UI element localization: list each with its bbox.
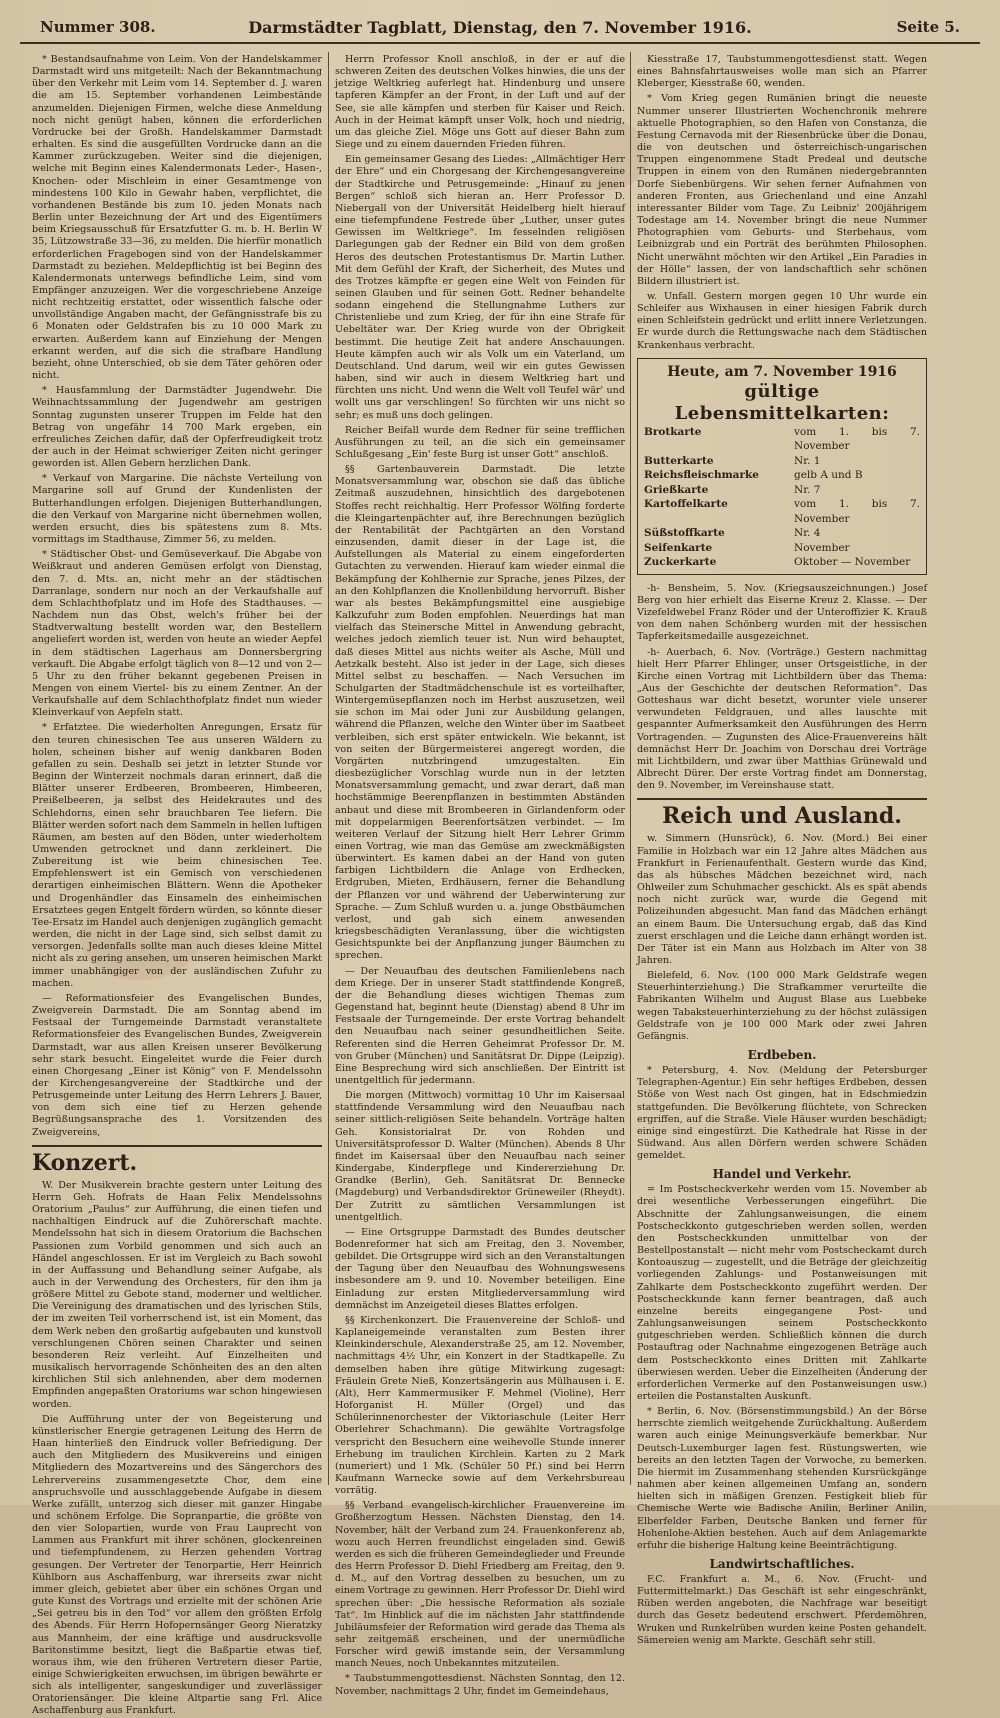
- ration-card-validity: Nr. 7: [794, 483, 821, 496]
- ration-row: [644, 483, 920, 498]
- ration-card-name: Zuckerkarte: [644, 556, 717, 569]
- article-unfall: w. Unfall. Gestern morgen gegen 10 Uhr wurde ein Schleifer aus Wixhausen in einer hiesigen Fabrik durch einen Schleifstein gedrückt und erlitt innere Verletzungen. Er wurde durch die Rettungswache nach dem Städtischen Krankenhaus verbracht.: [637, 290, 927, 351]
- page-number: Seite 5.: [896, 18, 960, 36]
- column-3: [637, 54, 927, 1646]
- masthead: Darmstädter Tagblatt, Dienstag, den 7. November 1916.: [248, 18, 752, 37]
- ration-card-validity: vom 1. bis 7. November: [794, 425, 920, 453]
- ration-card-name: Kartoffelkarte: [644, 498, 728, 511]
- section-title-landwirtschaft: Landwirtschaftliches.: [709, 1557, 855, 1571]
- ration-card-validity: Nr. 4: [794, 527, 821, 540]
- ration-card-name: Süßstoffkarte: [644, 527, 725, 540]
- ration-card-validity: Nr. 1: [794, 454, 821, 467]
- ration-row: [644, 497, 920, 526]
- article-margarine: * Verkauf von Margarine. Die nächste Verteilung von Margarine soll auf Grund der Kundenlisten der Butterhandlungen erfolgen. Diejenigen Butterhandlungen, die den Verkauf von Margarine nicht übernehmen wollen, werden ersucht, dies bis spätestens zum 8. Mts. vormittags im Stadthause, Zimmer 56, zu melden.: [32, 473, 322, 546]
- article-rumaenien: * Vom Krieg gegen Rumänien bringt die neueste Nummer unserer Illustrierten Wochenchronik mehrere aktuelle Photographien, so den Hafen von Constanza, die Festung Cernavoda mit der Riesenbrücke über die Donau, die von deutschen und österreichisch-ungarischen Truppen eingenommene Stadt Predeal und deutsche Truppen in einem von den Rumänen niedergebrannten Dorfe Siebenbürgens. Wir sehen ferner Aufnahmen von anderen Fronten, aus Griechenland und eine Anzahl interessanter Bilder vom Tage. Zu Leibniz' 200jährigem Todestage am 14. November bringt die neue Nummer Photographien vom Geburts- und Sterbehaus, vom Leibnizgrab und ein Porträt des berühmten Philosophen. Nicht unerwähnt möchten wir den Artikel „Ein Paradies in der Hölle“ lassen, der von landschaftlich sehr schönen Bildern illustriert ist.: [637, 93, 927, 287]
- article-reformation-cont: Herrn Professor Knoll anschloß, in der er auf die schweren Zeiten des deutschen Volkes hinwies, die uns der jetzige Weltkrieg auferlegt hat. Hindenburg und unsere tapferen Kämpfer an der Front, in der Luft und auf der See, sie alle kämpfen und sterben für Kaiser und Reich. Auch in der Heimat kämpft unser Volk, hoch und niedrig, um das gleiche Ziel. Möge uns Gott auf dieser Bahn zum Siege und zu einem dauernden Frieden führen.: [335, 54, 625, 151]
- article-festrede: Ein gemeinsamer Gesang des Liedes: „Allmächtiger Herr der Ehre“ und ein Chorgesang der Kirchengesangvereine der Stadtkirche und Petrusgemeinde: „Hinauf zu jenen Bergen“ schloß sich hieran an. Herr Professor D. Niebergall von der Universität Heidelberg hielt hierauf eine tiefempfundene Festrede über „Luther, unser gutes Gewissen im Weltkriege“. Im fesselnden religiösen Darlegungen gab der Redner ein Bild von dem großen Heros des deutschen Protestantismus Dr. Martin Luther. Mit dem Gefühl der Kraft, der Sicherheit, des Mutes und des Trotzes kämpfte er gegen eine Welt von Feinden für seinen Glauben und für seinen Gott. Redner behandelte sodann eingehend die Stellungnahme Luthers zur Christenliebe und zum Krieg, der für ihn eine Strafe für Uebeltäter war. Der Krieg wurde von der Obrigkeit bestimmt. Die heutige Zeit hat andere Anschauungen. Heute kämpfen auch wir als Volk um ein Vaterland, um Deutschland. Und darum, weil wir ein gutes Gewissen haben, sind wir auch in diesem Weltkrieg hart und fürchten uns nicht. Und wenn die Welt voll Teufel wär' und wollt uns gar verschlingen! So fürchten wir uns nicht so sehr; es muß uns doch gelingen.: [335, 154, 625, 421]
- ration-card-name: Grießkarte: [644, 483, 709, 496]
- ration-row: [644, 526, 920, 541]
- column-divider: [630, 52, 631, 1485]
- article-kaisersaal: Die morgen (Mittwoch) vormittag 10 Uhr im Kaisersaal stattfindende Versammlung wird den Neuaufbau nach seiner sittlich-religiösen Seite behandeln. Vorträge halten Geh. Konsistorialrat Dr. von Rohden und Universitätsprofessor D. Walter (München). Abends 8 Uhr findet im Kaisersaal über den Neuaufbau nach seiner Kindergabe, Kinderpflege und Kindererziehung Dr. Grandke (Berlin), Geh. Sanitätsrat Dr. Bennecke (Magdeburg) und Verbandsdirektor Grüneweiler (Rheydt). Der Zutritt zu sämtlichen Versammlungen ist unentgeltlich.: [335, 1090, 625, 1223]
- ration-row: [644, 425, 920, 454]
- article-petersburg: * Petersburg, 4. Nov. (Meldung der Petersburger Telegraphen-Agentur.) Ein sehr heftiges Erdbeben, dessen Stöße von West nach Ost gingen, hat in Edschmiedzin stattgefunden. Die Bevölkerung flüchtete, von Schrecken ergriffen, auf die Straße. Viele Häuser wurden beschädigt; einige sind eingestürzt. Die Kathedrale hat Risse in der Südwand. Aus allen Dörfern werden schwere Schäden gemeldet.: [637, 1065, 927, 1162]
- ration-row: [644, 454, 920, 469]
- ration-card-validity: gelb A und B: [794, 469, 863, 482]
- ration-card-name: Brotkarte: [644, 425, 702, 438]
- article-ersatztee: * Erfatztee. Die wiederholten Anregungen, Ersatz für den teuren chinesischen Tee aus unseren Wäldern zu holen, scheinen bisher auf wenig dankbaren Boden gefallen zu sein. Deshalb sei jetzt in letzter Stunde vor Beginn der Winterzeit nochmals daran erinnert, daß die Blätter unserer Erdbeeren, Brombeeren, Himbeeren, Preißelbeeren, ja selbst des Heidekrautes und des Schlehdorns, einen sehr brauchbaren Tee liefern. Die Blätter werden sofort nach dem Sammeln in hellen luftigen Räumen, am besten auf den Böden, unter wiederholtem Umwenden getrocknet und dann zerkleinert. Die Zubereitung ist wie beim chinesischen Tee. Empfehlenswert ist ein Gemisch von verschiedenen derartigen einheimischen Blättern. Wenn die Apotheker und Drogenhändler das Einsameln des einheimischen Ersatztees gegen Entgelt fördern würden, so könnte dieser Tee-Ersatz im Handel auch denjenigen zugänglich gemacht werden, die nicht in der Lage sind, sich selbst damit zu versorgen. Jedenfalls sollte man auch dieses kleine Mittel nicht als zu gering ansehen, um unseren heimischen Markt immer unabhängiger von der ausländischen Zufuhr zu machen.: [32, 722, 322, 989]
- ration-row: [644, 541, 920, 556]
- article-boerse: * Berlin, 6. Nov. (Börsenstimmungsbild.) An der Börse herrschte ziemlich weitgehende Zurückhaltung. Außerdem waren auch einige Meinungsverkäufe bemerkbar. Nur Deutsch-Luxemburger lagen fest. Rüstungswerten, wie bereits an den letzten Tagen der Vorwoche, zu bemerken. Die hiermit im Zusammenhang stehenden Kursrückgänge nahmen aber keinen allgemeinen Umfang an, sondern hielten sich in mäßigen Grenzen. Festigkeit blieb für Chemische Werte wie Badische Anilin, Berliner Anilin, Elberfelder Farben, Deutsche Banken und ferner für Hohenlohe-Aktien bestehen. Auch auf dem Anlagemarkte erfuhr die bisherige Haltung keine Beeinträchtigung.: [637, 1406, 927, 1551]
- ration-title: gültige Lebensmittelkarten:: [674, 380, 890, 424]
- article-simmern: w. Simmern (Hunsrück), 6. Nov. (Mord.) Bei einer Familie in Holzbach war ein 12 Jahre altes Mädchen aus Frankfurt in Ferienaufenthalt. Gestern wurde das Kind, das als hübsches Mädchen bezeichnet wird, nach Ohlweiler zum Schuhmacher geschickt. Als es spät abends noch nicht zurück war, wurde die Gegend mit Polizeihunden abgesucht. Man fand das Mädchen erhängt an einem Baum. Die Untersuchung ergab, daß das Kind zuerst erschlagen und die Leiche dann erhängt worden ist. Der Täter ist ein Mann aus Holzbach im Alter von 38 Jahren.: [637, 833, 927, 966]
- ration-card-name: Butterkarte: [644, 454, 714, 467]
- column-2: [335, 54, 625, 1697]
- column-1: [32, 54, 322, 1717]
- article-jugendwehr: * Hausfammlung der Darmstädter Jugendwehr. Die Weihnachtssammlung der Jugendwehr am gestrigen Sonntag zugunsten unserer Truppen im Felde hat den Betrag von ungefähr 14 700 Mark ergeben, ein erfreuliches Zeichen dafür, daß der Opferfreudigkeit trotz der auch in der Heimat schwieriger Zeiten nicht geringer geworden ist. Allen Gebern herzlichen Dank.: [32, 385, 322, 470]
- article-reformationsfeier: — Reformationsfeier des Evangelischen Bundes, Zweigverein Darmstadt. Die am Sonntag abend im Festsaal der Turngemeinde Darmstadt veranstaltete Reformationsfeier des Evangelischen Bundes, Zweigverein Darmstadt, war aus allen Kreisen unserer Bevölkerung sehr stark besucht. Eingeleitet wurde die Feier durch einen Chorgesang „Einer ist König“ von F. Mendelssohn der Kirchengesangvereine der Stadtkirche und der Petrusgemeinde unter Leitung des Herrn Lehrers J. Bauer, von dem sich eine tief zu Herzen gehende Begrüßungsansprache des 1. Vorsitzenden des Zweigvereins,: [32, 992, 322, 1138]
- article-frauenvereine: §§ Verband evangelisch-kirchlicher Frauenvereine im Großherzogtum Hessen. Nächsten Dienstag, den 14. November, hält der Verband zum 24. Frauenkonferenz ab, wozu auch Herren freundlichst eingeladen sind. Gewiß werden es sich die früheren Gemeindeglieder und Freunde des Herrn Professor D. Diehl Friedberg am Freitag, den 9. d. M., auf den Vortrag desselben zu besuchen, um zu einem Vortrage zu gewinnen. Herr Professor Dr. Diehl wird sprechen über: „Die hessische Reformation als soziale Tat“. Im Hinblick auf die im nächsten Jahr stattfindende Jubiläumsfeier der Reformation wird gerade das Thema als sehr zeitgemäß erscheinen, und der unermüdliche Forscher wird gewiß imstande sein, der Versammlung manch Neues, noch Unbekanntes mitzuteilen.: [335, 1500, 625, 1670]
- article-obst-gemuese: * Städtischer Obst- und Gemüseverkauf. Die Abgabe von Weißkraut und anderen Gemüsen erfolgt von Dienstag, den 7. d. Mts. an, nicht mehr an der städtischen Darranlage, sondern nur noch an der Verkaufshalle auf dem Schlachthofplatz und im Hofe des Stadthauses. — Nachdem nun das Obst, welch's früher bei der Stadtverwaltung bestellt worden war, den Bestellern angeliefert worden ist, werden von heute an wieder Aepfel in dem städtischen Lagerhaus am Donnersbergring verkauft. Die Abgabe erfolgt täglich von 8—12 und von 2—5 Uhr zu den früher bekannt gegebenen Preisen in Mengen von einem Viertel- bis zu einem Zentner. An der Verkaufshalle auf dem Schlachthofplatz findet nun wieder Kleinverkauf von Aepfeln statt.: [32, 549, 322, 719]
- article-bodenreformer: — Eine Ortsgruppe Darmstadt des Bundes deutscher Bodenreformer hat sich am Freitag, den 3. November, gebildet. Die Ortsgruppe wird sich an den Veranstaltungen der Tagung über den Neuaufbau des Wohnungswesens insbesondere am 9. und 10. November beteiligen. Eine Einladung zur ersten Mitgliederversammlung wird demnächst im Anzeigeteil dieses Blattes erfolgen.: [335, 1226, 625, 1311]
- article-leim: * Bestandsaufnahme von Leim. Von der Handelskammer Darmstadt wird uns mitgeteilt: Nach der Bekanntmachung über den Verkehr mit Leim vom 14. September d. J. waren die am 15. September vorhandenen Leimbestände anzumelden. Diejenigen Firmen, welche diese Anmeldung noch nicht genügt haben, können die erforderlichen Vordrucke bei der Großh. Handelskammer Darmstadt erhalten. Es sind die ausgefüllten Vordrucke dann an die Kammer zurückzugeben. Weiter sind die diejenigen, welche mit Beginn eines Kalendermonats Leder-, Hasen-, Knochen- oder Mischleim in einer Gesamtmenge von mindestens 100 Kilo in Gewahr haben, verpflichtet, die vorhandenen Bestände bis zum 10. jeden Monats nach Berlin unter Bezeichnung der Art und des Eigentümers beim Kriegsausschuß für Ersatzfutter G. m. b. H. Berlin W 35, Lützowstraße 33—36, zu melden. Die hierfür monatlich erforderlichen Fragebogen sind von der Handelskammer Darmstadt zu beziehen. Meldepflichtig ist bei Beginn des Kalendermonats unterwegs befindliche Leim, sind vom Empfänger anzuzeigen. Wer die vorgeschriebene Anzeige nicht rechtzeitig erstattet, oder wissentlich falsche oder unvollständige Angaben macht, der Gefängnisstrafe bis zu 6 Monaten oder Geldstrafen bis zu 10 000 Mark zu erwarten. Außerdem kann auf Einziehung der Mengen erkannt werden, auf die sich die strafbare Handlung bezieht, ohne Unterschied, ob sie dem Täter gehören oder nicht.: [32, 54, 322, 382]
- article-taubstummen-cont: Kiesstraße 17, Taubstummengottesdienst statt. Wegen eines Bahnsfahrtausweises wolle man sich an Pfarrer Kleberger, Kiesstraße 60, wenden.: [637, 54, 927, 90]
- article-beifall: Reicher Beifall wurde dem Redner für seine trefflichen Ausführungen zu teil, an die sich ein gemeinsamer Schlußgesang „Ein' feste Burg ist unser Gott“ anschloß.: [335, 424, 625, 460]
- article-familienleben: — Der Neuaufbau des deutschen Familienlebens nach dem Kriege. Der in unserer Stadt stattfindende Kongreß, der die Behandlung dieses wichtigen Themas zum Gegenstand hat, beginnt heute (Dienstag) abend 8 Uhr im Festsaale der Turngemeinde. Der erste Vortrag behandelt den Neuaufbau nach seiner gesundheitlichen Seite. Referenten sind die Herren Geheimrat Professor Dr. M. von Gruber (München) und Sanitätsrat Dr. Dippe (Leipzig). Eine Besprechung wird sich anschließen. Der Eintritt ist unentgeltlich für jedermann.: [335, 965, 625, 1086]
- article-bielefeld: Bielefeld, 6. Nov. (100 000 Mark Geldstrafe wegen Steuerhinterziehung.) Die Strafkammer verurteilte die Fabrikanten Wilhelm und August Blase aus Luebbeke wegen Tabaksteuerhinterziehung zu der höchst zulässigen Geldstrafe von je 100 000 Mark oder zwei Jahren Gefängnis.: [637, 970, 927, 1042]
- article-konzert-2: Die Aufführung unter der von Begeisterung und künstlerischer Energie getragenen Leitung des Herrn de Haan hinterließ den Eindruck voller Befriedigung. Der auch den Mitgliedern des Musikvereins und einigen Mitgliedern des Mozartvereins und des Sängerchors des Lehrervereins zusammengesetzte Chor, dem eine anspruchsvolle und ausschlaggebende Aufgabe in diesem Werke zufällt, unterzog sich dieser mit ganzer Hingabe und schönem Erfolge. Die Sopranpartie, die größte von den vier Solopartien, wurde von Frau Lauprecht von Lammen aus Frankfurt mit ihrer schönen, glockenreinen und tiefempfundenem, zu Herzen gehenden Vortrag gesungen. Der Vertreter der Tenorpartie, Herr Heinrich Kühlborn aus Aschaffenburg, war ihrerseits zwar nicht immer gleich, gebietet aber über ein schönes Organ und gute Kunst des Vortrags und erzielte mit der schönen Arie „Sei getreu bis in den Tod“ vor allem den größten Erfolg des Abends. Für Herrn Hofopernsänger Georg Nieratzky aus Mannheim, der eine kräftige und ausdrucksvolle Baritonstimme besitzt, liegt die Baßpartie etwas tief, woraus ihm, wie den früheren Vertretern dieser Partie, einige Schwierigkeiten erwuchsen, im übrigen bewährte er sich als intelligenter, sangeskundiger und zuverlässiger Oratoriensänger. Die kleine Altpartie sang Frl. Alice Aschaffenburg aus Frankfurt.: [32, 1413, 322, 1717]
- ration-card-validity: vom 1. bis 7. November: [794, 498, 920, 525]
- column-divider: [328, 52, 329, 1485]
- article-auerbach: -h- Auerbach, 6. Nov. (Vorträge.) Gestern nachmittag hielt Herr Pfarrer Ehlinger, unser Ortsgeistliche, in der Kirche einen Vortrag mit Lichtbildern über das Thema: „Aus der Geschichte der deutschen Reformation“. Das Gotteshaus war dicht besetzt, worunter viele unserer verwundeten Feldgrauen, und alles lauschte mit gespannter Aufmerksamkeit den Ausführungen des Herrn Vortragenden. — Zugunsten des Alice-Frauenvereins hält demnächst Herr Dr. Joachim von Dorschau drei Vorträge mit Lichtbildern, und zwar über Matthias Grünewald und Albrecht Dürer. Der erste Vortrag findet am Donnerstag, den 9. November, im Vereinshause statt.: [637, 646, 927, 792]
- article-kirchenkonzert: §§ Kirchenkonzert. Die Frauenvereine der Schloß- und Kaplaneigemeinde veranstalten zum Besten ihrer Kleinkinderschule, Alexanderstraße 25, am 12. November, nachmittags 4½ Uhr, ein Konzert in der Stadtkapelle. Zu demselben haben ihre gütige Mitwirkung zugesagt: Fräulein Grete Nieß, Konzertsängerin aus Mülhausen i. E. (Alt), Herr Kammermusiker F. Mehmel (Violine), Herr Hoforganist H. Müller (Orgel) und das Schülerinnenorchester der Viktoriaschule (Leiter Herr Oberlehrer Schachmann). Die gewählte Vortragsfolge verspricht den Besuchern eine weihevolle Stunde innerer Erhebung im traulichen Kirchlein. Karten zu 2 Mark (numeriert) und 1 Mk. (Schüler 50 Pf.) sind bei Herrn Kaufmann Warnecke sowie auf dem Verkehrsbureau vorrätig.: [335, 1314, 625, 1497]
- issue-number: Nummer 308.: [40, 18, 156, 36]
- section-title-reich: Reich und Ausland.: [637, 798, 927, 829]
- ration-card-validity: Oktober — November: [794, 556, 911, 569]
- ration-row: [644, 468, 920, 483]
- section-title-handel: Handel und Verkehr.: [712, 1167, 852, 1182]
- article-taubstummen: * Taubstummengottesdienst. Nächsten Sonntag, den 12. November, nachmittags 2 Uhr, findet im Gemeindehaus,: [335, 1673, 625, 1697]
- article-postscheck: = Im Postscheckverkehr werden vom 15. November ab drei wesentliche Verbesserungen eingeführt. Die Abschnitte der Zahlungsanweisungen, die einem Postscheckkonto gutgeschrieben werden sollen, werden den Postscheckkunden unmittelbar von der Bestellpostanstalt — nicht mehr vom Postscheckamt durch Kontoauszug — zugestellt, und die Beträge der gleichzeitig vorliegenden Zahlungs- und Postanweisungen mit Zahlkarte dem Postscheckkonto zugeführt werden. Der Postscheckkunde kann ferner beantragen, daß auch einzelne bereits eingegangene Post- und Zahlungsanweisungen seinem Postscheckkonto gutgeschrieben werden. Schließlich können die durch Postauftrag oder Nachnahme eingezogenen Beträge auch dem Postscheckkonto eines Dritten mit Zahlkarte überwiesen werden. Ueber die Einzelheiten (Änderung der erforderlichen Vermerke auf den Postanweisungen usw.) erteilen die Postanstalten Auskunft.: [637, 1184, 927, 1402]
- ration-cards-box: [637, 358, 927, 575]
- article-fruchtmarkt: F.C. Frankfurt a. M., 6. Nov. (Frucht- und Futtermittelmarkt.) Das Geschäft ist sehr eingeschränkt, Rüben werden angeboten, die Nachfrage war beseitigt durch das Gesetz bedeutend erschwert. Pferdemöhren, Wruken und Runkelrüben wurden keine Posten gehandelt. Sämereien wenig am Markte. Geschäft sehr still.: [637, 1574, 927, 1646]
- ration-card-validity: November: [794, 541, 850, 554]
- page-header: [20, 14, 980, 44]
- section-title-erdbeben: Erdbeben.: [747, 1048, 817, 1063]
- ration-card-name: Reichsfleischmarke: [644, 469, 759, 482]
- article-bensheim: -h- Bensheim, 5. Nov. (Kriegsauszeichnungen.) Josef Berg von hier erhielt das Eiserne Kreuz 2. Klasse. — Der Vizefeldwebel Franz Röder und der Unteroffizier K. Krauß von dem nahen Schönberg wurden mit der hessischen Tapferkeitsmedaille ausgezeichnet.: [637, 582, 927, 643]
- ration-list: [644, 425, 920, 570]
- ration-row: [644, 555, 920, 570]
- article-konzert-1: W. Der Musikverein brachte gestern unter Leitung des Herrn Geh. Hofrats de Haan Felix Mendelssohns Oratorium „Paulus“ zur Aufführung, die einen tiefen und nachhaltigen Eindruck auf die Zuhörerschaft machte. Mendelssohn hat sich in diesem Oratorium die Bachschen Passionen zum Vorbild genommen und sich auch an Händel angeschlossen. Er ist im Vergleich zu Bach sowohl in der Auffassung und Behandlung seiner Aufgabe, als auch in der Verwendung des Orchesters, für den ihm ja größere Mittel zu Gebote stand, moderner und weltlicher. Die Vereinigung des dramatischen und des lyrischen Stils, der im zweiten Teil vorherrschend ist, ist ein Moment, das dem Werk neben den großartig aufgebauten und kunstvoll verschlungenen Chören seinen Charakter und seinen besonderen Reiz verleiht. Auf Einzelheiten und musikalisch hervorragende Schönheiten des an den alten kirchlichen Stil sich anlehnenden, aber dem modernen Empfinden angepaßten Oratoriums war schon hingewiesen worden.: [32, 1179, 322, 1410]
- section-title-konzert: Konzert.: [32, 1145, 322, 1176]
- ration-card-name: Seifenkarte: [644, 541, 713, 554]
- article-gartenbauverein: §§ Gartenbauverein Darmstadt. Die letzte Monatsversammlung war, obschon sie daß das übliche Zeitmaß auszudehnen, hinsichtlich des dargebotenen Stoffes recht reichhaltig. Herr Professor Wölfing forderte die Kleingartenpächter auf, ihre Berechnungen bezüglich der Rentabilität der Pachtgärten an den Vorstand einzusenden, damit dieser in der Lage ist, die Aufstellungen als Material zu einem eingeforderten Gutachten zu verwenden. Hierauf kam wieder einmal die Bekämpfung der Kohlhernie zur Sprache, jenes Pilzes, der an den Kohlpflanzen die Knollenbildung hervorruft. Bisher war als bestes Bekämpfungsmittel eine ausgiebige Kalkzufuhr zum Boden empfohlen. Neuerdings hat man vielfach das Steinersche Mittel in Anwendung gebracht, welches jedoch ziemlich teuer ist. Nun wird behauptet, daß dieses Mittel aus nichts weiter als Asche, Müll und Aetzkalk besteht. Also ist jeder in der Lage, sich dieses Mittel selbst zu beschaffen. — Nach Versuchen im Schulgarten der Stadtmädchenschule ist es vorteilhafter, Wintergemüsepflanzen noch im Herbst auszusetzen, weil sie schon im Mai oder Juni zur Ausbildung gelangen, während die Pflanzen, welche den Winter über im Saatbeet verbleiben, sich erst später entwickeln. Wie bekannt, ist von seiten der Bürgermeisterei angeregt worden, die Vorgärten nutzbringend umzugestalten. Ein diesbezüglicher Vorschlag wurde nun in der letzten Monatsversammlung gemacht, und zwar derart, daß man hochstämmige Beerenpflanzen in bestimmten Abständen anbaut und diese mit Brombeeren in Girlandenform oder mit doppelarmigen Beerenfortsätzen verbindet. — Im weiteren Verlauf der Sitzung hielt Herr Lehrer Grimm einen Vortrag, wie man das Gemüse am zweckmäßigsten überwintert. Es kamen dabei an der Hand von guten farbigen Lichtbildern die Anlage von Erdhecken, Erdgruben, Mieten, Erdhäusern, ferner die Behandlung der Pflanzen vor und während der Ueberwinterung zur Sprache. — Zum Schluß wurden u. a. junge Obstbäumchen verlost, und gab sich einem anwesenden kriegsbeschädigten Veranlassung, über die wichtigsten Gesichtspunkte bei der Anpflanzung junger Bäumchen zu sprechen.: [335, 464, 625, 962]
- ration-date: Heute, am 7. November 1916: [667, 363, 897, 380]
